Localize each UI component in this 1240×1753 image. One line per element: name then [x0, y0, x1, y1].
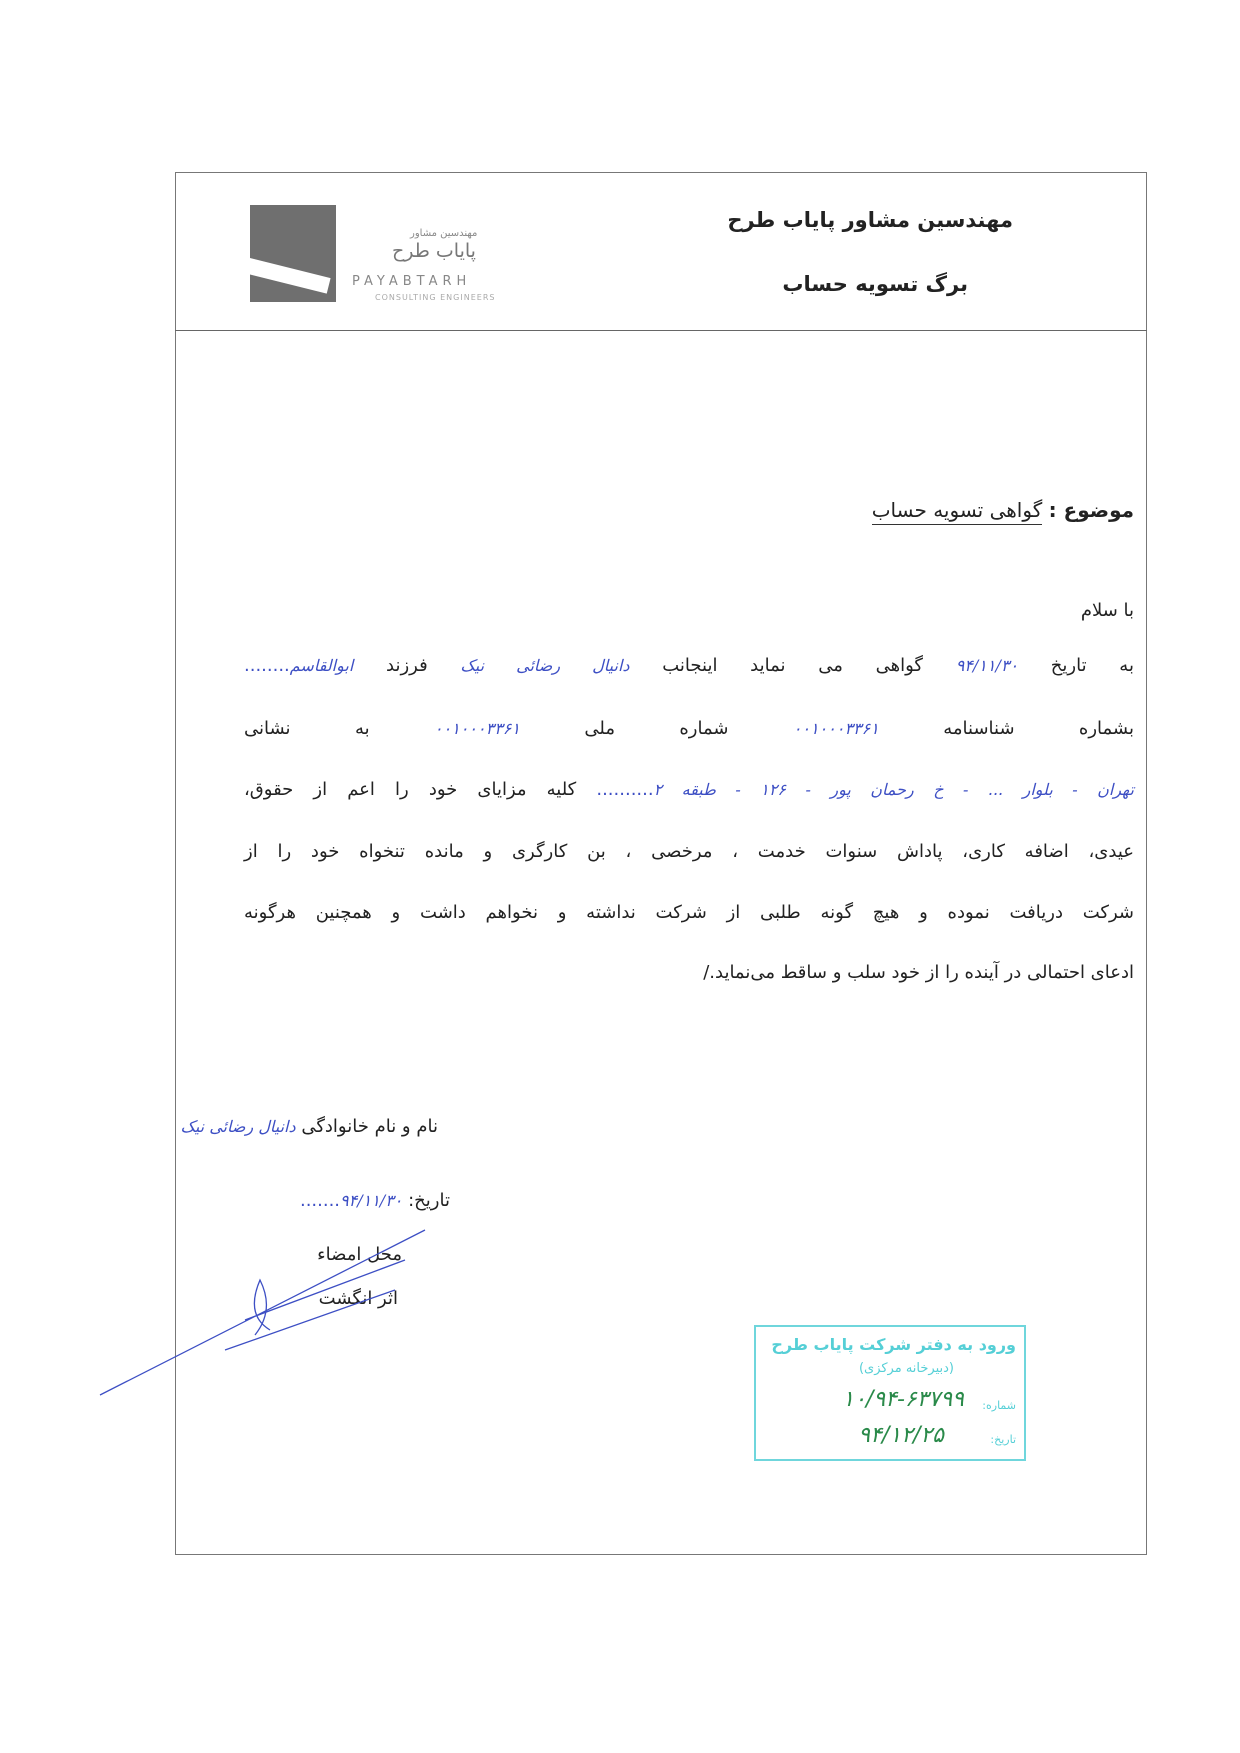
paragraph-line-2: [244, 718, 1134, 739]
logo-text-en-sub: CONSULTING ENGINEERS: [375, 293, 496, 302]
signature-scribble: [95, 1220, 435, 1400]
paragraph-line-4: عیدی، اضافه کاری، پاداش سنوات خدمت ، مرخصی ، بن کارگری و مانده تنخواه خود را از: [244, 841, 1134, 862]
text: بشماره شناسنامه: [943, 718, 1134, 739]
paragraph-line-3: تهران - بلوار ... - خ رحمان پور - ۱۲۶ - طبقه ۲.......... کلیه مزایای خود را اعم از حقوق،: [244, 779, 1134, 800]
national-number-handwritten: ۰۰۱۰۰۰۳۳۶۱: [434, 719, 520, 738]
text: به نشانی: [244, 718, 370, 739]
subject-line: [872, 498, 1134, 522]
name-value-handwritten: دانیال رضائی نیک: [180, 1117, 296, 1136]
address-handwritten: تهران - بلوار ... - خ رحمان پور - ۱۲۶ - طبقه ۲: [653, 780, 1134, 799]
stamp-title: ورود به دفتر شرکت پایاب طرح: [771, 1335, 1016, 1354]
paragraph-line-6: ادعای احتمالی در آینده را از خود سلب و ساقط می‌نماید./: [703, 962, 1134, 983]
stamp-date-value: ۹۴/۱۲/۲۵: [858, 1423, 944, 1448]
father-name-handwritten: ابوالقاسم: [289, 656, 354, 675]
text: گواهی می نماید اینجانب: [662, 655, 923, 676]
stamp-number-label: شماره:: [982, 1399, 1016, 1412]
registration-stamp: [754, 1325, 1026, 1461]
subject-label: موضوع :: [1048, 498, 1134, 522]
date-label: تاریخ:: [408, 1190, 450, 1211]
id-number-handwritten: ۰۰۱۰۰۰۳۳۶۱: [792, 719, 879, 738]
text: شماره ملی: [584, 718, 729, 739]
date-field: تاریخ: ۹۴/۱۱/۳۰.......: [299, 1190, 450, 1211]
stamp-number-value: ۱۰/۹۴-۶۳۷۹۹: [842, 1387, 964, 1412]
greeting: با سلام: [1080, 600, 1134, 621]
text: کلیه مزایای خود را اعم از حقوق،: [244, 779, 577, 800]
logo-text-fa: پایاب طرح: [392, 240, 476, 262]
name-handwritten: دانیال رضائی نیک: [460, 656, 630, 675]
company-logo-mark: [250, 205, 336, 302]
logo-text-en: PAYABTARH: [352, 274, 472, 289]
stamp-subtitle: (دبیرخانه مرکزی): [858, 1361, 954, 1376]
form-title: برگ تسویه حساب: [782, 272, 968, 296]
logo-text-small: مهندسین مشاور: [410, 228, 478, 239]
date-handwritten: ۹۴/۱۱/۳۰: [955, 656, 1019, 675]
stamp-date-label: تاریخ:: [990, 1433, 1016, 1446]
header-divider: [175, 330, 1147, 331]
company-title: مهندسین مشاور پایاب طرح: [727, 208, 1013, 232]
name-field: [181, 1116, 439, 1137]
text: فرزند: [386, 655, 428, 676]
text: به تاریخ: [1050, 655, 1134, 676]
name-label: نام و نام خانوادگی: [301, 1116, 438, 1137]
paragraph-line-1: به تاریخ ۹۴/۱۱/۳۰ گواهی می نماید اینجانب دانیال رضائی نیک فرزند ابوالقاسم........: [244, 655, 1134, 676]
paragraph-line-5: شرکت دریافت نموده و هیچ گونه طلبی از شرکت نداشته و نخواهم داشت و همچنین هرگونه: [244, 902, 1134, 923]
date-value-handwritten: ۹۴/۱۱/۳۰: [340, 1191, 403, 1210]
fingerprint-label: اثر انگشت: [318, 1288, 398, 1309]
subject-value: گواهی تسویه حساب: [872, 498, 1043, 525]
signature-label: محل امضاء: [317, 1244, 402, 1265]
